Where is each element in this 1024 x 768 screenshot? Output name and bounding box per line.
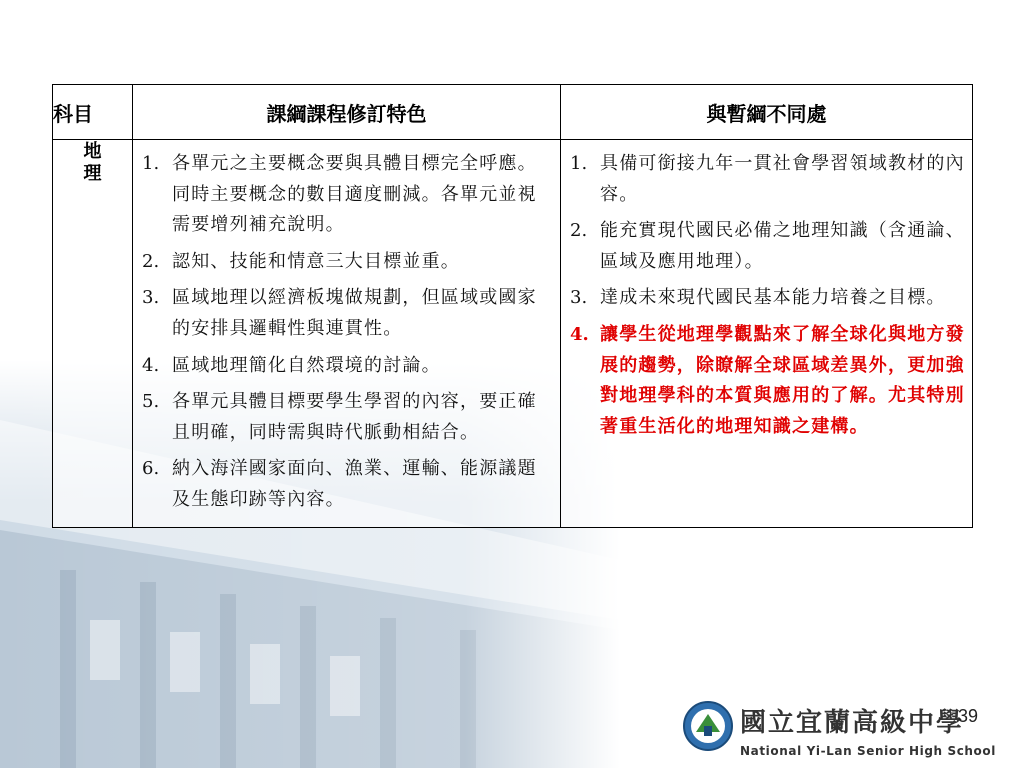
subject-cell-geography [53, 140, 133, 528]
list-item: 2. 能充實現代國民必備之地理知識（含通論、區域及應用地理）。 [570, 220, 965, 272]
table-header-row [53, 85, 973, 140]
features-list [134, 141, 559, 526]
list-item: 1. 各單元之主要概念要與具體目標完全呼應。同時主要概念的數目適度刪減。各單元並視需要增列補充說明。 [142, 153, 537, 236]
curriculum-comparison-table [52, 84, 973, 528]
header-curriculum-features: 課綱課程修訂特色 [133, 85, 561, 140]
list-item: 6. 納入海洋國家面向、漁業、運輸、能源議題及生態印跡等內容。 [142, 458, 537, 510]
list-item: 3. 達成未來現代國民基本能力培養之目標。 [570, 287, 946, 309]
list-item: 1. 具備可銜接九年一貫社會學習領域教材的內容。 [570, 153, 965, 205]
list-item-highlighted: 4. 讓學生從地理學觀點來了解全球化與地方發展的趨勢，除瞭解全球區域差異外，更加強對地理學科的本質與應用的了解。尤其特別著重生活化的地理知識之建構。 [570, 323, 965, 437]
subject-char-2: 理 [83, 163, 102, 184]
school-name-chinese: 國立宜蘭高級中學 [740, 708, 965, 738]
list-item: 4. 區域地理簡化自然環境的討論。 [142, 354, 441, 376]
subject-char-1: 地 [83, 141, 102, 162]
differences-cell [561, 140, 973, 528]
list-item: 3. 區域地理以經濟板塊做規劃，但區域或國家的安排具邏輯性與連貫性。 [142, 287, 537, 339]
school-emblem-icon [682, 700, 734, 752]
header-subject: 科目 [53, 85, 133, 140]
differences-list [562, 141, 971, 452]
school-logo-footer [682, 700, 1002, 764]
features-cell [133, 140, 561, 528]
header-differences: 與暫綱不同處 [561, 85, 973, 140]
table-row-geography [53, 140, 973, 528]
page-number: 39 [958, 706, 979, 726]
list-item: 5. 各單元具體目標要學生學習的內容，要正確且明確，同時需與時代脈動相結合。 [142, 391, 537, 443]
list-item: 2. 認知、技能和情意三大目標並重。 [142, 250, 460, 272]
school-name-english: National Yi-Lan Senior High School [740, 744, 996, 758]
